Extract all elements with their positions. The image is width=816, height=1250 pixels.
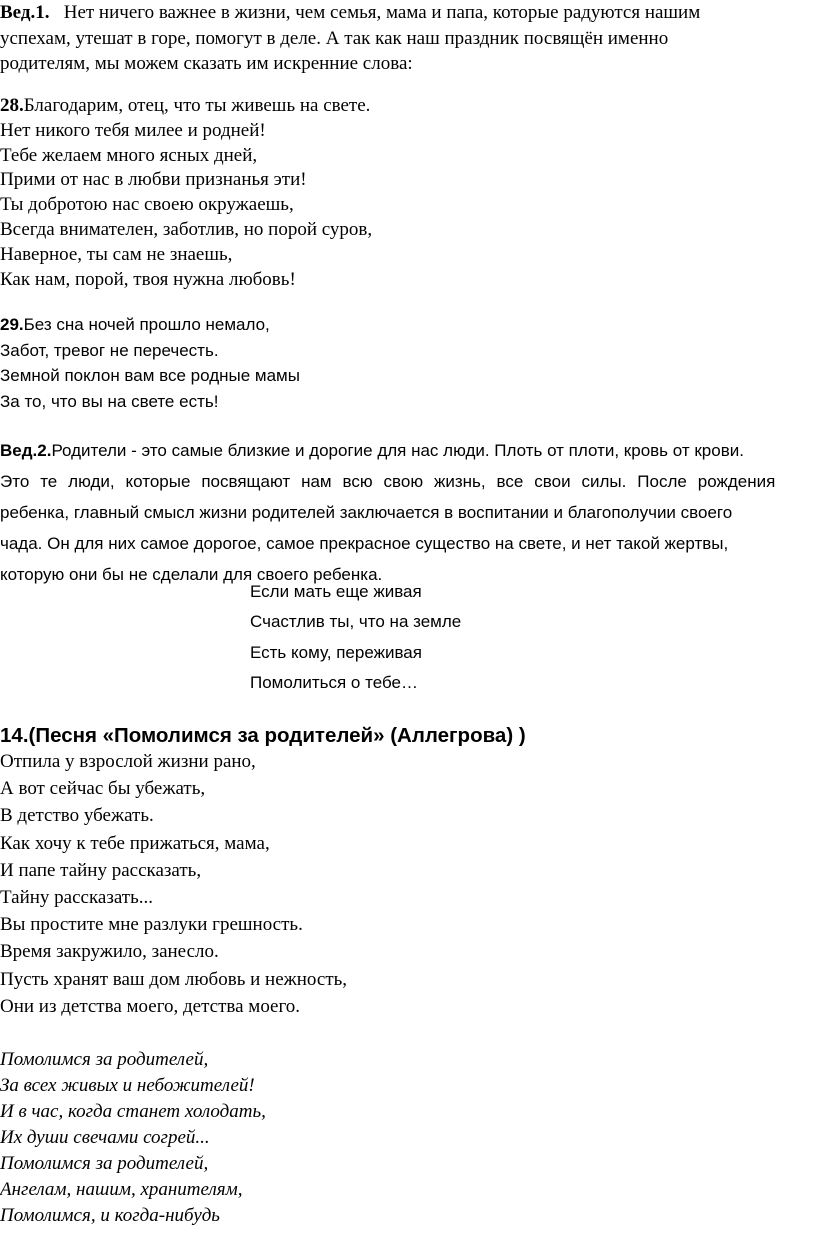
quatrain-line: Счастлив ты, что на земле [250, 612, 462, 632]
intro-text-1: Нет ничего важнее в жизни, чем семья, мама и папа, которые радуются нашим [63, 2, 701, 23]
song-refrain-line: Их души свечами согрей... [0, 1127, 210, 1148]
quatrain-line: Есть кому, переживая [250, 642, 422, 662]
song-title: .(Песня «Помолимся за родителей» (Аллегрова) ) [22, 724, 526, 747]
song-refrain-line: Помолимся, и когда-нибудь [0, 1205, 220, 1226]
poem-29-line-text: Без сна ночей прошло немало, [23, 315, 270, 334]
intro-line-2: успехам, утешат в горе, помогут в деле. А так как наш праздник посвящён именно [0, 27, 669, 49]
poem-28-line: Ты добротою нас своею окружаешь, [0, 194, 294, 216]
song-refrain-line: Ангелам, нашим, хранителям, [0, 1179, 243, 1200]
song-verse-line: И папе тайну рассказать, [0, 859, 202, 881]
presenter-2-line: чада. Он для них самое дорогое, самое прекрасное существо на свете, и нет такой жертвы, [0, 534, 729, 553]
song-verse-line: Тайну рассказать... [0, 887, 153, 909]
song-verse-line: Пусть хранят ваш дом любовь и нежность, [0, 968, 348, 990]
presenter-2-line [0, 435, 814, 466]
presenter-2-paragraph [0, 435, 816, 590]
poem-29 [0, 312, 816, 414]
poem-28 [0, 94, 816, 292]
song-verse-line: Они из детства моего, детства моего. [0, 995, 301, 1017]
song-number: 14 [0, 724, 23, 747]
quatrain [250, 577, 650, 698]
song-heading [0, 722, 816, 750]
song-verse-line: Время закружило, занесло. [0, 941, 219, 963]
poem-29-line [0, 312, 816, 338]
intro-line-3: родителям, мы можем сказать им искренние слова: [0, 53, 413, 74]
presenter-2-line-text: Родители - это самые близкие и дорогие для нас люди. Плоть от плоти, кровь от крови. [51, 441, 744, 460]
song-verse-line: В детство убежать. [0, 805, 154, 827]
poem-28-line: Как нам, порой, твоя нужна любовь! [0, 268, 296, 290]
song-refrain-line: За всех живых и небожителей! [0, 1075, 255, 1096]
poem-28-line: Тебе желаем много ясных дней, [0, 144, 258, 166]
poem-28-line-text: Благодарим, отец, что ты живешь на свете. [23, 95, 371, 116]
poem-29-line: Земной поклон вам все родные мамы [0, 366, 300, 385]
presenter-2-line: ребенка, главный смысл жизни родителей заключается в воспитании и благополучии своего [0, 503, 733, 522]
intro-speaker-label: Вед.1. [0, 2, 50, 23]
quatrain-line: Помолиться о тебе… [250, 672, 418, 692]
quatrain-line: Если мать еще живая [250, 582, 422, 601]
presenter-2-text [0, 435, 814, 590]
poem-29-number: 29. [0, 315, 24, 334]
song-refrain-line: Помолимся за родителей, [0, 1049, 209, 1070]
poem-28-line: Прими от нас в любви признанья эти! [0, 169, 307, 191]
song-verse-line: Отпила у взрослой жизни рано, [0, 751, 256, 772]
intro-line-1 [0, 0, 816, 26]
presenter-2-line: Это те люди, которые посвящают нам всю свою жизнь, все свои силы. После рождения [0, 472, 776, 491]
song-verse-line: А вот сейчас бы убежать, [0, 778, 206, 800]
poem-28-line: Всегда внимателен, заботлив, но порой суров, [0, 218, 373, 240]
poem-28-line: Наверное, ты сам не знаешь, [0, 243, 233, 265]
song-refrain-line: И в час, когда станет холодать, [0, 1101, 266, 1122]
song-verses [0, 748, 816, 1020]
song-refrain-line: Помолимся за родителей, [0, 1153, 209, 1174]
poem-28-number: 28. [0, 95, 24, 116]
song-verse-line: Вы простите мне разлуки грешность. [0, 914, 303, 936]
presenter-2-line: которую они бы не сделали для своего ребенка. [0, 565, 383, 584]
poem-29-line: Забот, тревог не перечесть. [0, 340, 219, 360]
intro-paragraph [0, 0, 816, 77]
presenter-2-label: Вед.2. [0, 441, 52, 460]
poem-28-line: Нет никого тебя милее и родней! [0, 119, 266, 141]
poem-29-line: За то, что вы на свете есть! [0, 391, 219, 411]
song-refrain [0, 1047, 816, 1229]
song-verse-line: Как хочу к тебе прижаться, мама, [0, 832, 270, 854]
poem-28-line [0, 94, 816, 119]
